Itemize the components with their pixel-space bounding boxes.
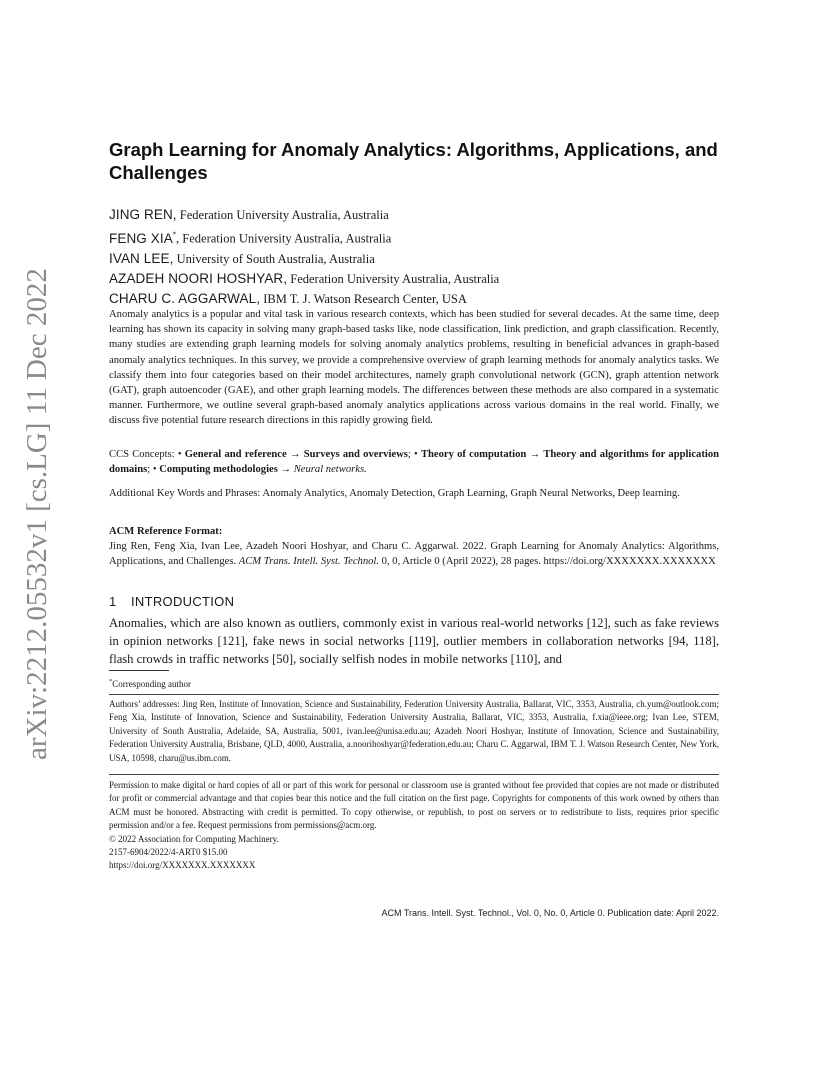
paper-title: Graph Learning for Anomaly Analytics: Algorithms, Applications, and Challenges <box>109 139 718 183</box>
affiliation-divider <box>109 694 719 695</box>
permission-notice: Permission to make digital or hard copies of all or part of this work for personal or classroom use is granted without fee provided that copies are not made or distributed for profit or commercial advantage and that copies bear this notice and the full citation on the first page. Copyrights for components of this work owned by others than ACM must be honored. Abstracting with credit is permitted. To copy otherwise, or republish, to post on servers or to redistribute to lists, requires prior specific permission and/or a fee. Request permissions from permissions@acm.org. <box>109 780 719 831</box>
permission-divider <box>109 774 719 775</box>
author-name: CHARU C. AGGARWAL, <box>109 290 261 306</box>
section-heading <box>109 594 719 609</box>
copyright-line: © 2022 Association for Computing Machinery. <box>109 833 279 844</box>
author-name: JING REN, <box>109 207 177 222</box>
section-title: INTRODUCTION <box>131 594 235 609</box>
author-affiliation: IBM T. J. Watson Research Center, USA <box>260 291 467 306</box>
abstract: Anomaly analytics is a popular and vital task in various research contexts, which has been studied for several decades. At the same time, deep learning has shown its capacity in solving many graph-based tasks like, node classification, link prediction, and graph classification. Recently, many studies are extending graph learning models for solving anomaly analytics problems, resulting in beneficial advances in graph-based anomaly analytics techniques. In this survey, we provide a comprehensive overview of graph learning methods for anomaly analytics tasks. We classify them into four categories based on their model architectures, namely graph convolutional network (GCN), graph attention network (GAT), graph autoencoder (GAE), and other graph learning models. The differences between these methods are also compared in a systematic manner. Furthermore, we outline several graph-based anomaly analytics applications across various domains in the real world. Finally, we discuss five potential future research directions in this rapidly growing field. <box>109 309 719 427</box>
authors-addresses: Authors’ addresses: Jing Ren, Institute of Innovation, Science and Sustainability, Federation University Australia, Ballarat, VIC, 3353, Australia, ch.yum@outlook.com; Feng Xia, Institute of Innovation, Science and Sustainability, Federation University Australia, Ballarat, VIC, 3353, Australia, f.xia@ieee.org; Ivan Lee, STEM, University of South Australia, Adelaide, SA, Australia, 5001, ivan.lee@unisa.edu.au; Azadeh Noori Hoshyar, Institute of Innovation, Science and Sustainability, Federation University Australia, Brisbane, QLD, 4000, Australia, a.noorihoshyar@federation.edu.au; Charu C. Aggarwal, IBM T. J. Watson Research Center, New York, USA, 10598, charu@us.ibm.com. <box>109 699 719 763</box>
author-entry <box>109 205 719 225</box>
page-footer: ACM Trans. Intell. Syst. Technol., Vol. 0, No. 0, Article 0. Publication date: April 2022. <box>381 908 719 918</box>
author-name: IVAN LEE, <box>109 250 174 266</box>
author-affiliation: Federation University Australia, Australia <box>287 271 500 286</box>
acm-reference-format: ACM Reference Format: Jing Ren, Feng Xia, Ivan Lee, Azadeh Noori Hoshyar, and Charu C. Aggarwal. 2022. Graph Learning for Anomaly Analytics: Algorithms, Applications, and Challenges. ACM Trans. Intell. Syst. Technol. 0, 0, Article 0 (April 2022), 28 pages. https://doi.org/XXXXXXX.XXXXXXX <box>109 526 719 568</box>
author-affiliation: University of South Australia, Australia <box>173 251 375 266</box>
issn-line: 2157-6904/2022/4-ART0 $15.00 <box>109 847 228 858</box>
ccs-concepts: CCS Concepts: • General and reference → Surveys and overviews; • Theory of computation → Theory and algorithms for application domains; • Computing methodologies → Neural networks. <box>109 449 720 476</box>
doi-link[interactable]: https://doi.org/XXXXXXX.XXXXXXX <box>109 860 256 871</box>
author-entry <box>109 269 719 289</box>
author-list <box>109 205 719 309</box>
keywords: Additional Key Words and Phrases: Anomaly Analytics, Anomaly Detection, Graph Learning, Graph Neural Networks, Deep learning. <box>109 488 680 499</box>
acm-reference-heading: ACM Reference Format: <box>109 526 223 537</box>
author-affiliation: Federation University Australia, Australia <box>176 208 389 222</box>
author-name: FENG XIA* <box>109 230 177 246</box>
author-entry <box>109 249 719 269</box>
permission-block <box>109 779 719 873</box>
author-entry <box>109 289 719 309</box>
author-entry <box>109 225 719 249</box>
introduction-paragraph: Anomalies, which are also known as outliers, commonly exist in various real-world networks [12], such as fake reviews in opinion networks [121], fake news in social networks [119], outlier members in collaboration networks [94, 118], flash crowds in traffic networks [50], socially selfish nodes in mobile networks [110], and <box>109 616 719 666</box>
footnote: *Corresponding author <box>109 678 191 689</box>
arxiv-identifier-stamp: arXiv:2212.05532v1 [cs.LG] 11 Dec 2022 <box>21 268 53 760</box>
section-number: 1 <box>109 594 117 609</box>
corresponding-author-mark: * <box>172 230 177 239</box>
journal-name: ACM Trans. Intell. Syst. Technol. <box>238 556 380 568</box>
author-name: AZADEH NOORI HOSHYAR, <box>109 270 288 286</box>
footnote-divider <box>109 670 169 671</box>
author-affiliation: , Federation University Australia, Australia <box>176 231 392 246</box>
